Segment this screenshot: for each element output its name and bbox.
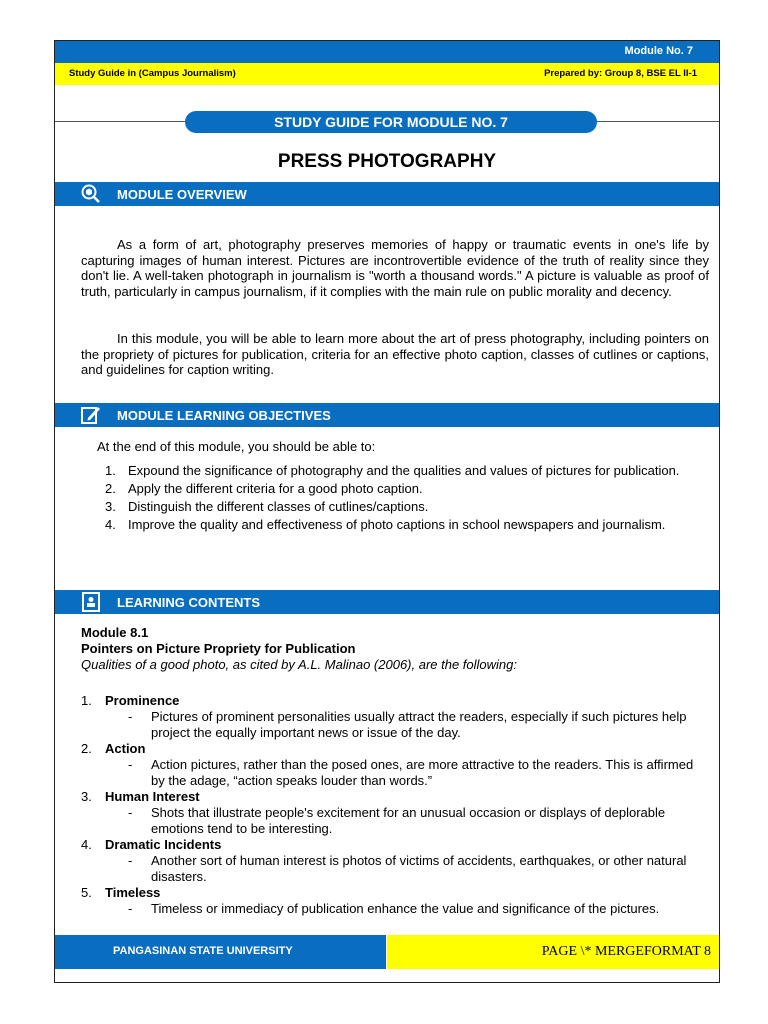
study-guide-label: Study Guide in (Campus Journalism)	[69, 68, 236, 79]
module-number: Module No. 7	[624, 45, 693, 57]
subheader-bar	[55, 63, 719, 85]
quality-title: Human Interest	[105, 789, 200, 804]
magnifier-badge-icon	[80, 184, 102, 204]
university-name: PANGASINAN STATE UNIVERSITY	[113, 945, 293, 957]
list-item: 5. Timeless - Timeless or immediacy of publication enhance the value and significance of the pictures.	[81, 885, 660, 916]
list-item: 2. Action - Action pictures, rather than the posed ones, are more attractive to the readers. This is affirmed by the adage, “action speaks louder than words.”	[81, 741, 694, 788]
content-subtitle: Pointers on Picture Propriety for Publication	[81, 641, 356, 656]
quality-description: Timeless or immediacy of publication enhance the value and significance of the pictures.	[151, 901, 660, 916]
section-title-objectives: MODULE LEARNING OBJECTIVES	[117, 408, 331, 423]
overview-paragraph-1: As a form of art, photography preserves memories of happy or traumatic events in one's life by capturing images of human interest. Pictures are incontrovertible evidence of the truth of reality since they don't lie. A well-taken photograph in journalism is "worth a thousand words." A picture is valuable as proof of truth, particularly in campus journalism, if it complies with the main rule on public morality and decency.	[81, 237, 709, 299]
page-number-field: PAGE \* MERGEFORMAT 8	[541, 944, 711, 959]
section-header-objectives	[55, 403, 719, 427]
quality-title: Timeless	[105, 885, 161, 900]
list-item: 4. Dramatic Incidents - Another sort of human interest is photos of victims of accidents, earthquakes, or other natural disasters.	[81, 837, 687, 884]
list-item: 3. Human Interest - Shots that illustrate people's excitement for an unusual occasion or displays of deplorable emotions tend to be interesting.	[81, 789, 666, 836]
footer-university	[55, 935, 386, 969]
quality-description: Pictures of prominent personalities usually attract the readers, especially if such pictures help project the equally important news or issue of the day.	[151, 709, 687, 740]
overview-paragraph-2: In this module, you will be able to learn more about the art of press photography, including pointers on the propriety of pictures for publication, criteria for an effective photo caption, classes of cutlines or captions, and guidelines for caption writing.	[81, 331, 709, 377]
objectives-list	[81, 463, 709, 535]
prepared-by-label: Prepared by: Group 8, BSE EL II-1	[544, 68, 697, 79]
section-title-contents: LEARNING CONTENTS	[117, 595, 260, 610]
quality-description: Action pictures, rather than the posed ones, are more attractive to the readers. This is affirmed by the adage, “action speaks louder than words.”	[151, 757, 694, 788]
objectives-intro: At the end of this module, you should be able to:	[97, 439, 376, 454]
edit-icon	[80, 405, 102, 425]
list-item: 3. Distinguish the different classes of cutlines/captions.	[105, 499, 429, 514]
quality-description: Shots that illustrate people's excitement for an unusual occasion or displays of deplorable emotions tend to be interesting.	[151, 805, 666, 836]
section-header-contents	[55, 590, 719, 614]
page-title: PRESS PHOTOGRAPHY	[277, 151, 497, 172]
header-bar	[55, 41, 719, 63]
quality-title: Dramatic Incidents	[105, 837, 222, 852]
module-number-heading: Module 8.1	[81, 625, 149, 640]
quality-title: Prominence	[105, 693, 180, 708]
list-item: 1. Expound the significance of photography and the qualities and values of pictures for publication.	[105, 463, 680, 478]
footer-page	[387, 935, 719, 969]
study-guide-banner: STUDY GUIDE FOR MODULE NO. 7	[185, 111, 597, 133]
list-item: 2. Apply the different criteria for a good photo caption.	[105, 481, 423, 496]
contact-card-icon	[80, 592, 102, 612]
quality-title: Action	[105, 741, 146, 756]
content-intro: Qualities of a good photo, as cited by A.L. Malinao (2006), are the following:	[81, 657, 518, 672]
list-item: 1. Prominence - Pictures of prominent personalities usually attract the readers, especially if such pictures help project the equally important news or issue of the day.	[81, 693, 687, 740]
learning-contents	[81, 625, 709, 917]
section-header-overview	[55, 182, 719, 206]
list-item: 4. Improve the quality and effectiveness of photo captions in school newspapers and journalism.	[105, 517, 666, 532]
quality-description: Another sort of human interest is photos of victims of accidents, earthquakes, or other natural disasters.	[151, 853, 687, 884]
section-title-overview: MODULE OVERVIEW	[117, 187, 247, 202]
document-page	[54, 40, 720, 983]
